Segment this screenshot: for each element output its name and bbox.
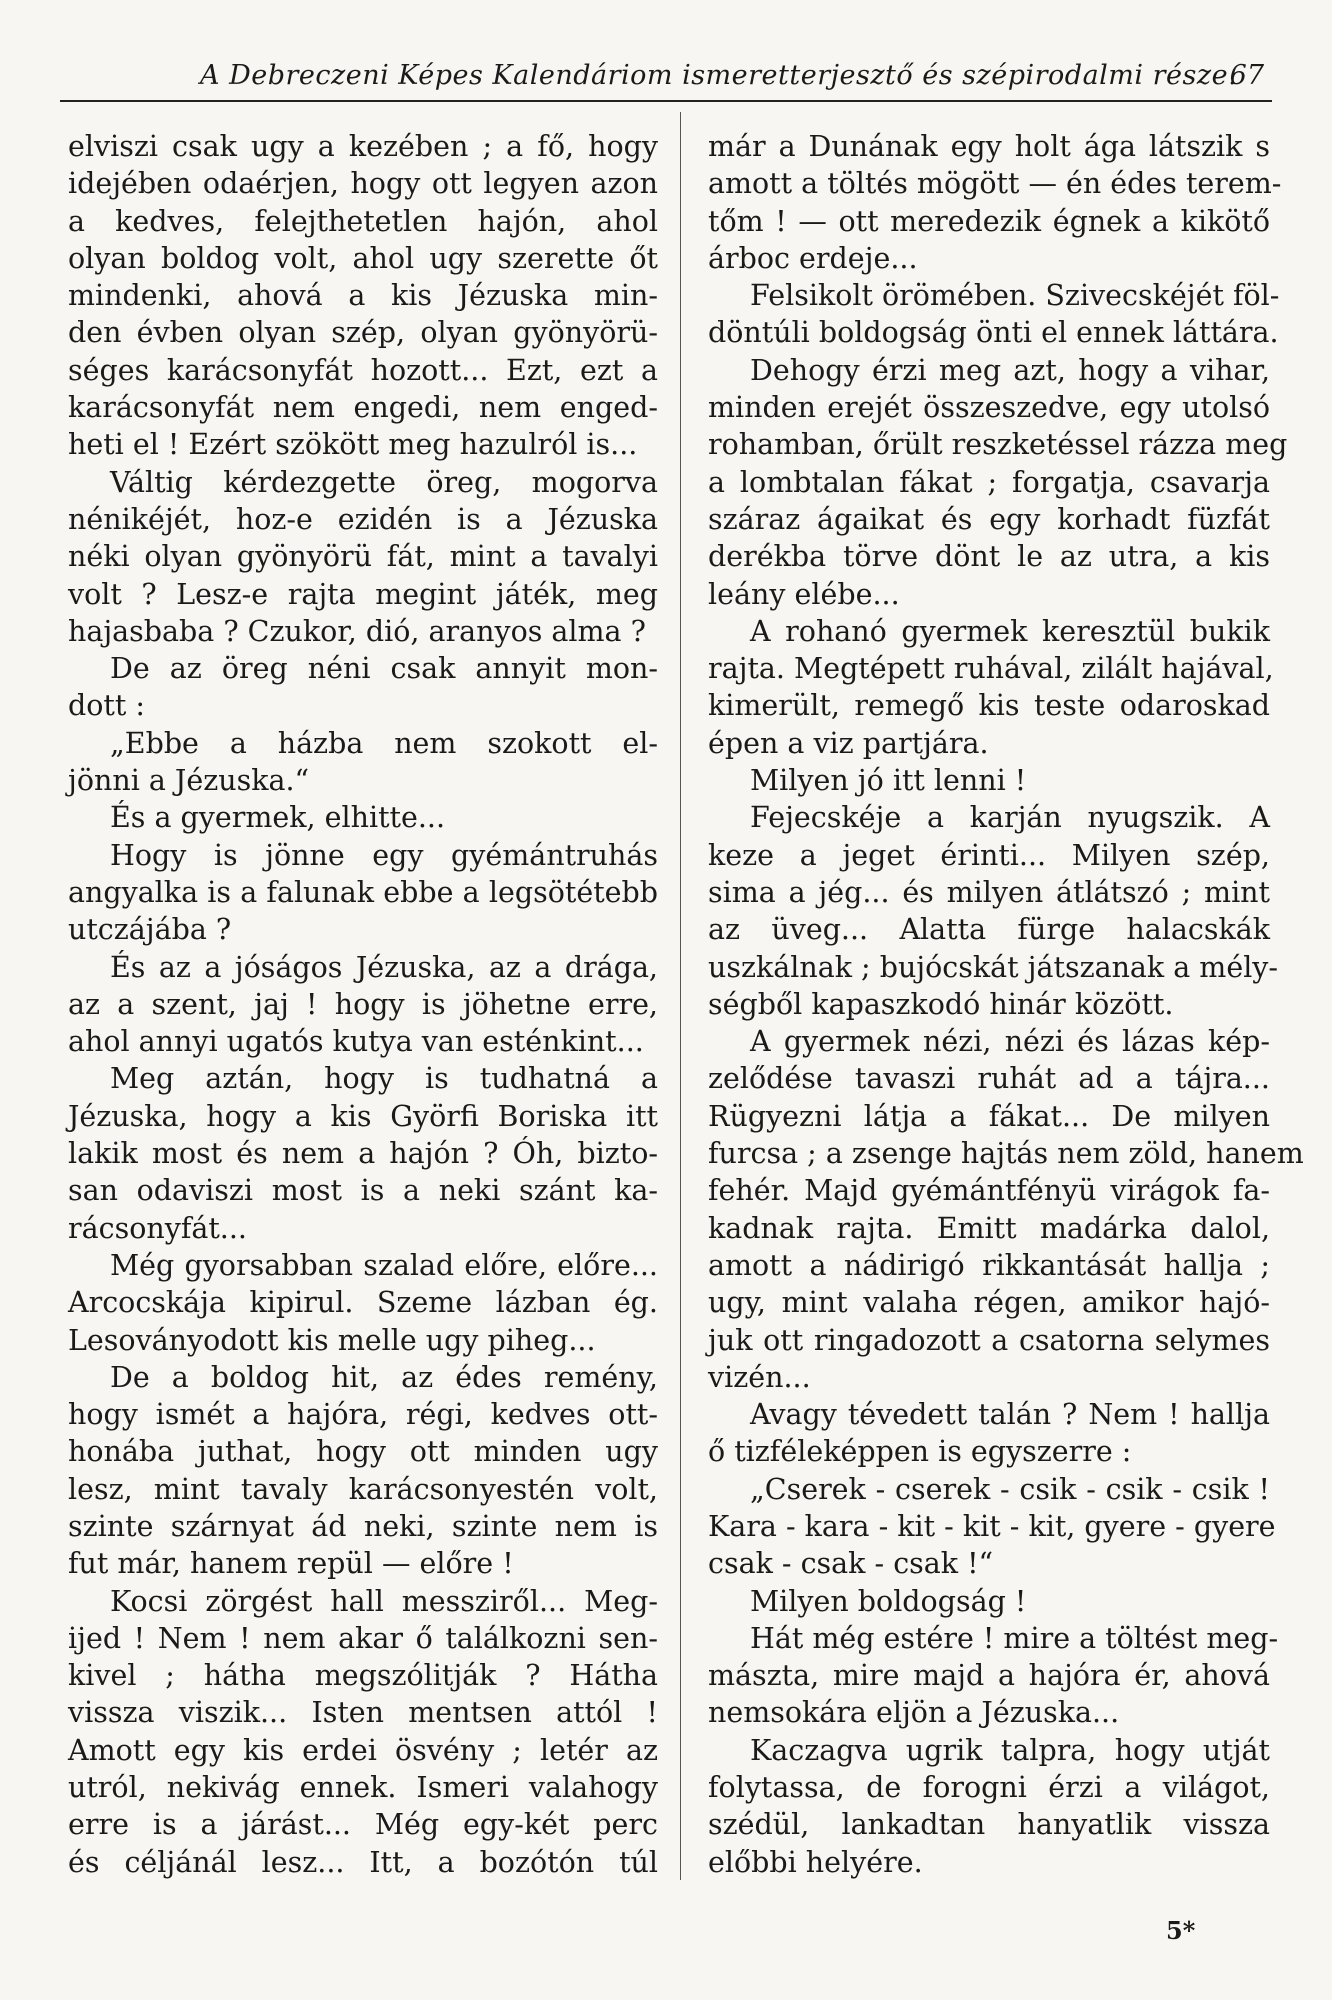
text-line: amott a nádirigó rikkantását hallja ; <box>708 1248 1270 1282</box>
text-line: heti el ! Ezért szökött meg hazulról is... <box>68 428 638 462</box>
text-line: elviszi csak ugy a kezében ; a fő, hogy <box>68 130 658 163</box>
text-line: Fejecskéje a karján nyugszik. A <box>750 801 1270 835</box>
text-line: hogy ismét a hajóra, régi, kedves ott- <box>68 1398 658 1432</box>
text-line: „Cserek - cserek - csik - csik - csik ! <box>750 1472 1270 1506</box>
text-line: Arcocskája kipirul. Szeme lázban ég. <box>68 1286 658 1320</box>
text-line: És az a jóságos Jézuska, az a drága, <box>110 950 658 984</box>
text-line: Jézuska, hogy a kis Györfi Boriska itt <box>68 1099 658 1133</box>
text-line: fut már, hanem repül — előre ! <box>68 1547 514 1581</box>
text-line: döntúli boldogság önti el ennek láttára. <box>708 316 1279 350</box>
text-line: lakik most és nem a hajón ? Óh, bizto- <box>68 1137 658 1171</box>
text-line: Lesoványodott kis melle ugy piheg... <box>68 1323 596 1357</box>
text-line: Amott egy kis erdei ösvény ; letér az <box>68 1733 658 1767</box>
page-number: 67 <box>1229 60 1264 91</box>
text-line: és céljánál lesz... Itt, a bozótón túl <box>68 1845 658 1879</box>
text-line: már a Dunának egy holt ága látszik s <box>708 130 1270 163</box>
text-line: olyan boldog volt, ahol ugy szerette őt <box>68 241 658 275</box>
text-line: De a boldog hit, az édes remény, <box>110 1360 658 1394</box>
text-line: És a gyermek, elhitte... <box>110 801 446 835</box>
text-line: a kedves, felejthetetlen hajón, ahol <box>68 204 658 238</box>
running-header-title: A Debreczeni Képes Kalendáriom ismeretterjesztő és szépirodalmi része. <box>200 60 1238 91</box>
text-line: „Ebbe a házba nem szokott el- <box>110 726 658 760</box>
text-line: Rügyezni látja a fákat... De milyen <box>708 1099 1270 1133</box>
text-line: dott : <box>68 689 145 723</box>
text-line: derékba törve dönt le az utra, a kis <box>708 540 1270 574</box>
text-line: kivel ; hátha megszólitják ? Hátha <box>68 1659 658 1693</box>
text-line: szinte szárnyat ád neki, szinte nem is <box>68 1509 658 1543</box>
text-line: lesz, mint tavaly karácsonyestén volt, <box>68 1472 658 1506</box>
text-line: folytassa, de forogni érzi a világot, <box>708 1771 1270 1805</box>
text-line: mászta, mire majd a hajóra ér, ahová <box>708 1659 1270 1693</box>
text-line: száraz ágaikat és egy korhadt füzfát <box>708 502 1270 536</box>
text-line: De az öreg néni csak annyit mon- <box>110 652 658 686</box>
text-line: árboc erdeje... <box>708 241 918 275</box>
text-line: tőm ! — ott meredezik égnek a kikötő <box>708 204 1270 238</box>
text-line: Még gyorsabban szalad előre, előre... <box>110 1248 658 1282</box>
text-line: nemsokára eljön a Jézuska... <box>708 1696 1120 1730</box>
text-line: ugy, mint valaha régen, amikor hajó- <box>708 1286 1270 1320</box>
text-line: Avagy tévedett talán ? Nem ! hallja <box>750 1398 1270 1432</box>
text-line: ő tizféleképpen is egyszerre : <box>708 1435 1132 1469</box>
text-line: honába juthat, hogy ott minden ugy <box>68 1435 658 1469</box>
text-line: az a szent, jaj ! hogy is jöhetne erre, <box>68 987 658 1021</box>
text-line: idejében odaérjen, hogy ott legyen azon <box>68 167 658 201</box>
text-line: volt ? Lesz-e rajta megint játék, meg <box>68 577 658 611</box>
text-line: ségből kapaszkodó hinár között. <box>708 987 1174 1021</box>
text-line: utról, nekivág ennek. Ismeri valahogy <box>68 1771 658 1805</box>
text-line: Váltig kérdezgette öreg, mogorva <box>110 465 658 499</box>
text-line: a lombtalan fákat ; forgatja, csavarja <box>708 465 1270 499</box>
text-line: keze a jeget érinti... Milyen szép, <box>708 838 1270 872</box>
text-line: Felsikolt örömében. Szivecskéjét föl- <box>750 279 1280 313</box>
text-line: leány elébe... <box>708 577 900 611</box>
text-line: uszkálnak ; bujócskát játszanak a mély- <box>708 950 1279 984</box>
text-line: Milyen boldogság ! <box>750 1584 1027 1618</box>
text-line: erre is a járást... Még egy-két perc <box>68 1808 658 1842</box>
text-line: den évben olyan szép, olyan gyönyörü- <box>68 316 658 350</box>
text-line: séges karácsonyfát hozott... Ezt, ezt a <box>68 353 658 387</box>
text-line: kadnak rajta. Emitt madárka dalol, <box>708 1211 1270 1245</box>
text-line: furcsa ; a zsenge hajtás nem zöld, hanem <box>708 1137 1304 1171</box>
text-line: épen a viz partjára. <box>708 726 989 760</box>
left-text-column <box>68 128 658 1881</box>
running-header <box>60 52 1272 102</box>
text-line: juk ott ringadozott a csatorna selymes <box>708 1323 1270 1357</box>
text-line: mindenki, ahová a kis Jézuska min- <box>68 279 658 313</box>
text-line: A rohanó gyermek keresztül bukik <box>750 614 1270 648</box>
text-line: ijed ! Nem ! nem akar ő találkozni sen- <box>68 1621 658 1655</box>
column-divider <box>680 112 681 1880</box>
text-line: rácsonyfát... <box>68 1211 247 1245</box>
text-line: az üveg... Alatta fürge halacskák <box>708 913 1270 947</box>
text-line: rajta. Megtépett ruhával, zilált hajával, <box>708 652 1274 686</box>
text-line: san odaviszi most is a neki szánt ka- <box>68 1174 658 1208</box>
text-line: Dehogy érzi meg azt, hogy a vihar, <box>750 353 1270 387</box>
text-line: nénikéjét, hoz-e ezidén is a Jézuska <box>68 502 658 536</box>
text-line: Meg aztán, hogy is tudhatná a <box>110 1062 658 1096</box>
text-line: ahol annyi ugatós kutya van esténkint... <box>68 1025 644 1059</box>
text-line: néki olyan gyönyörü fát, mint a tavalyi <box>68 540 658 574</box>
text-line: csak - csak - csak !“ <box>708 1547 994 1581</box>
text-line: hajasbaba ? Czukor, dió, aranyos alma ? <box>68 614 646 648</box>
text-line: utczájába ? <box>68 913 232 947</box>
text-line: vissza viszik... Isten mentsen attól ! <box>68 1696 658 1730</box>
text-line: Kaczagva ugrik talpra, hogy utját <box>750 1733 1270 1767</box>
text-line: minden erejét összeszedve, egy utolsó <box>708 391 1270 425</box>
text-line: Hogy is jönne egy gyémántruhás <box>110 838 658 872</box>
text-line: jönni a Jézuska.“ <box>68 764 310 798</box>
text-line: előbbi helyére. <box>708 1845 923 1879</box>
text-line: amott a töltés mögött — én édes terem- <box>708 167 1282 201</box>
text-line: rohamban, őrült reszketéssel rázza meg <box>708 428 1288 462</box>
text-line: szédül, lankadtan hanyatlik vissza <box>708 1808 1270 1842</box>
text-line: fehér. Majd gyémántfényü virágok fa- <box>708 1174 1270 1208</box>
printer-signature-mark: 5* <box>1166 1916 1196 1945</box>
text-line: kimerült, remegő kis teste odaroskad <box>708 689 1270 723</box>
text-line: karácsonyfát nem engedi, nem enged- <box>68 391 658 425</box>
text-line: Kocsi zörgést hall messziről... Meg- <box>110 1584 658 1618</box>
text-line: zelődése tavaszi ruhát ad a tájra... <box>708 1062 1270 1096</box>
text-line: A gyermek nézi, nézi és lázas kép- <box>750 1025 1270 1059</box>
text-line: Milyen jó itt lenni ! <box>750 764 1027 798</box>
text-line: sima a jég... és milyen átlátszó ; mint <box>708 875 1270 909</box>
text-line: Hát még estére ! mire a töltést meg- <box>750 1621 1279 1655</box>
text-line: Kara - kara - kit - kit - kit, gyere - gyere <box>708 1509 1276 1543</box>
right-text-column <box>708 128 1304 1881</box>
text-line: angyalka is a falunak ebbe a legsötétebb <box>68 875 658 909</box>
text-line: vizén... <box>708 1360 811 1394</box>
